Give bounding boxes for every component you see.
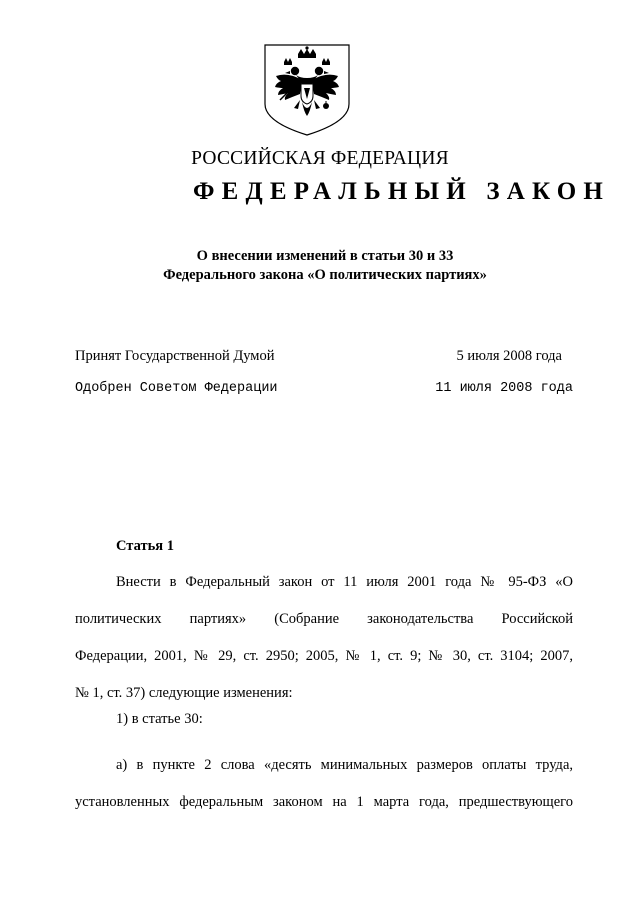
duma-date: 5 июля 2008 года: [456, 348, 562, 364]
country-name: РОССИЙСКАЯ ФЕДЕРАЦИЯ: [191, 148, 449, 169]
double-headed-eagle-icon: [262, 42, 352, 138]
law-title-line-2: Федерального закона «О политических партиях»: [163, 267, 487, 283]
intro-line-4: № 1, ст. 37) следующие изменения:: [75, 685, 293, 701]
duma-label: Принят Государственной Думой: [75, 348, 275, 364]
article-1-intro: [75, 564, 573, 712]
council-label: Одобрен Советом Федерации: [75, 381, 278, 396]
article-1-item-1a: [75, 747, 573, 821]
law-type-text: ФЕДЕРАЛЬНЫЙ ЗАКОН: [192, 178, 610, 205]
intro-line-1: Внести в Федеральный закон от 11 июля 2001 года № 95-ФЗ «О: [116, 574, 573, 590]
council-date: 11 июля 2008 года: [435, 381, 573, 396]
law-title-line-1: О внесении изменений в статьи 30 и 33: [196, 248, 454, 264]
intro-line-3: Федерации, 2001, № 29, ст. 2950; 2005, № 1, ст. 9; № 30, ст. 3104; 2007,: [75, 648, 573, 664]
law-type-heading: [0, 178, 610, 206]
intro-line-2: политических партиях» (Собрание законодательства Российской: [75, 611, 573, 627]
law-title: [0, 247, 640, 285]
item-1a-line-2: установленных федеральным законом на 1 марта года, предшествующего: [75, 794, 573, 810]
state-emblem: [262, 42, 352, 138]
item-1a-line-1: а) в пункте 2 слова «десять минимальных размеров оплаты труда,: [116, 757, 573, 773]
article-1-heading: Статья 1: [116, 538, 174, 554]
article-1-item-1: 1) в статье 30:: [116, 711, 203, 727]
